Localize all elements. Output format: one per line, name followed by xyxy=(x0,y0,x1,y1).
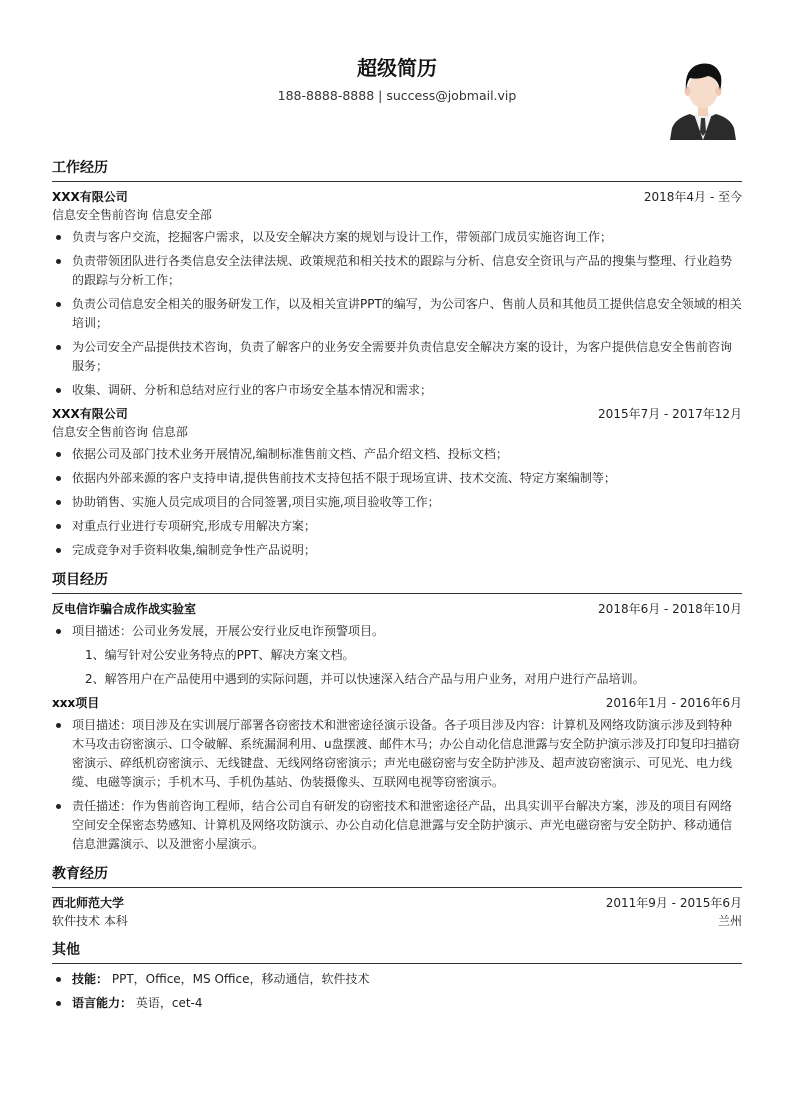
education-section xyxy=(52,864,742,930)
job-date: 2015年7月 - 2017年12月 xyxy=(598,407,742,421)
job-duties-list xyxy=(52,445,742,560)
list-item: 责任描述：作为售前咨询工程师，结合公司自有研发的窃密技术和泄密途径产品，出具实训平台解决方案，涉及的项目有网络空间安全保密态势感知、计算机及网络攻防演示、办公自动化信息泄露与安全防护演示、声光电磁窃密与安全防护、移动通信信息泄露演示、以及泄密小屋演示。 xyxy=(52,797,742,854)
project-section-title: 项目经历 xyxy=(52,570,742,594)
resume-header xyxy=(52,0,742,148)
job-date: 2018年4月 - 至今 xyxy=(643,190,742,204)
education-detail xyxy=(52,912,742,930)
project-details-list xyxy=(52,716,742,854)
project-section xyxy=(52,570,742,854)
other-section-title: 其他 xyxy=(52,940,742,964)
project-date: 2016年1月 - 2016年6月 xyxy=(605,696,742,710)
list-item: 负责公司信息安全相关的服务研发工作，以及相关宣讲PPT的编写，为公司客户、售前人员和其他员工提供信息安全领域的相关培训； xyxy=(52,295,742,333)
job-header xyxy=(52,188,742,206)
job-role: 信息安全售前咨询 信息安全部 xyxy=(52,208,212,222)
education-date: 2011年9月 - 2015年6月 xyxy=(605,896,742,910)
education-location: 兰州 xyxy=(717,914,742,928)
job-duties-list xyxy=(52,228,742,400)
job-role: 信息安全售前咨询 信息部 xyxy=(52,425,188,439)
degree: 软件技术 本科 xyxy=(52,914,128,928)
list-item xyxy=(52,994,742,1013)
other-list xyxy=(52,970,742,1013)
list-item: 依据内外部来源的客户支持申请,提供售前技术支持包括不限于现场宣讲、技术交流、特定方案编制等； xyxy=(52,469,742,488)
project-subitem: 2、解答用户在产品使用中遇到的实际问题，并可以快速深入结合产品与用户业务，对用户进行产品培训。 xyxy=(85,672,645,686)
project-header xyxy=(52,694,742,712)
project-name: xxx项目 xyxy=(52,696,100,710)
company-name: XXX有限公司 xyxy=(52,190,128,204)
other-section xyxy=(52,940,742,1013)
project-date: 2018年6月 - 2018年10月 xyxy=(598,602,742,616)
job-header xyxy=(52,405,742,423)
list-item: 为公司安全产品提供技术咨询，负责了解客户的业务安全需要并负责信息安全解决方案的设计，为客户提供信息安全售前咨询服务； xyxy=(52,338,742,376)
candidate-name: 超级简历 xyxy=(357,56,437,80)
list-item: 项目描述：项目涉及在实训展厅部署各窃密技术和泄密途径演示设备。各子项目涉及内容：计算机及网络攻防演示涉及到特种木马攻击窃密演示、口令破解、系统漏洞利用、u盘摆渡、邮件木马；办公自动化信息泄露与安全防护演示涉及打印复印扫描窃密演示、碎纸机窃密演示、无线键盘、无线网络窃密演示；声光电磁窃密与安全防护涉及、超声波窃密演示、可见光、电力线缆、电磁等演示；手机木马、手机伪基站、伪装摄像头、互联网电视等窃密演示。 xyxy=(52,716,742,792)
education-header xyxy=(52,894,742,912)
list-item: 项目描述：公司业务发展，开展公安行业反电诈预警项目。 xyxy=(52,622,742,641)
list-item: 完成竞争对手资料收集,编制竞争性产品说明； xyxy=(52,541,742,560)
avatar-icon xyxy=(668,56,738,140)
list-item: 依据公司及部门技术业务开展情况,编制标准售前文档、产品介绍文档、投标文档； xyxy=(52,445,742,464)
work-section-title: 工作经历 xyxy=(52,158,742,182)
language-label: 语言能力： xyxy=(72,996,133,1010)
skills-value: PPT，Office，MS Office，移动通信，软件技术 xyxy=(111,972,370,986)
list-item: 对重点行业进行专项研究,形成专用解决方案； xyxy=(52,517,742,536)
company-name: XXX有限公司 xyxy=(52,407,128,421)
project-header xyxy=(52,600,742,618)
resume-page xyxy=(52,0,742,1018)
project-subitem: 1、编写针对公安业务特点的PPT、解决方案文档。 xyxy=(85,648,355,662)
list-item: 收集、调研、分析和总结对应行业的客户市场安全基本情况和需求； xyxy=(52,381,742,400)
list-item xyxy=(52,970,742,989)
skills-label: 技能： xyxy=(72,972,109,986)
education-section-title: 教育经历 xyxy=(52,864,742,888)
project-name: 反电信诈骗合成作战实验室 xyxy=(52,602,197,616)
list-item: 负责带领团队进行各类信息安全法律法规、政策规范和相关技术的跟踪与分析、信息安全资讯与产品的搜集与整理、行业趋势的跟踪与分析工作； xyxy=(52,252,742,290)
project-details-list xyxy=(52,622,742,641)
list-item: 负责与客户交流，挖掘客户需求，以及安全解决方案的规划与设计工作，带领部门成员实施咨询工作； xyxy=(52,228,742,247)
school-name: 西北师范大学 xyxy=(52,896,125,910)
language-value: 英语，cet-4 xyxy=(135,996,203,1010)
contact-info: 188-8888-8888 | success@jobmail.vip xyxy=(277,88,517,103)
work-section xyxy=(52,158,742,560)
list-item: 协助销售、实施人员完成项目的合同签署,项目实施,项目验收等工作； xyxy=(52,493,742,512)
